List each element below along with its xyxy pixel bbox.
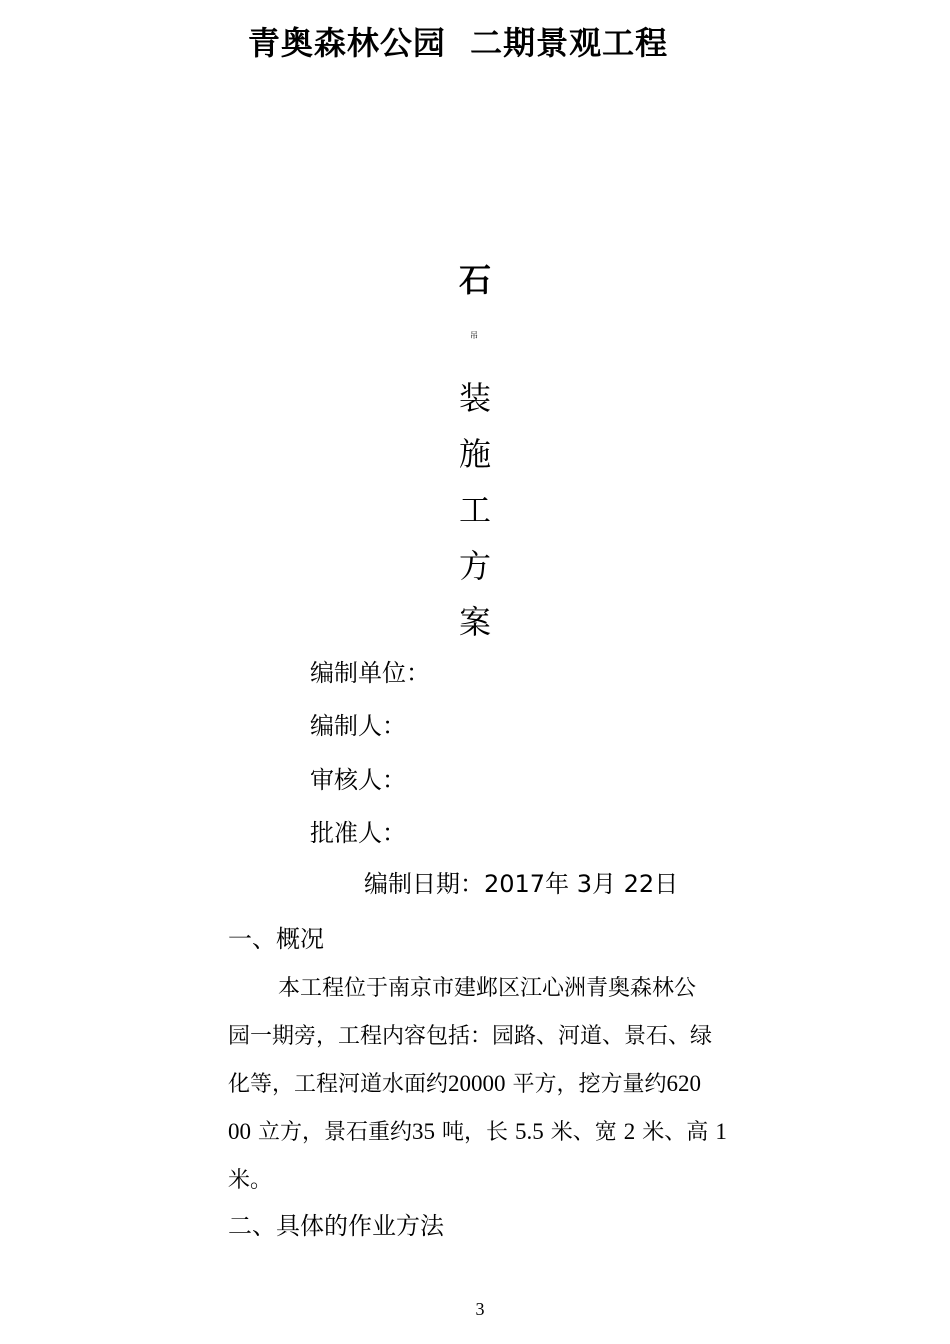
compile-date-month-suffix: 月 <box>592 870 616 898</box>
excavation-value-part1: 620 <box>666 1071 702 1096</box>
cover-title-char-3: 施 <box>458 435 491 473</box>
section-heading-overview: 一、概况 <box>228 925 324 953</box>
overview-line-4 <box>228 1115 727 1146</box>
overview-text: 立方，景石重约 <box>258 1120 413 1145</box>
compile-date-year: 2017 <box>484 870 546 898</box>
compile-date-year-suffix: 年 <box>545 870 570 898</box>
cover-title-char-4: 工 <box>458 491 491 529</box>
overview-line-2: 园一期旁，工程内容包括：园路、河道、景石、绿 <box>228 1024 713 1049</box>
compiler-label: 编制人： <box>310 712 406 740</box>
stone-height-value: 1 <box>715 1119 727 1144</box>
overview-text: 米、宽 <box>550 1120 617 1145</box>
overview-text: 平方，挖方量约 <box>512 1072 667 1097</box>
cover-title-char-1: 石 <box>458 261 491 299</box>
approver-label: 批准人： <box>310 819 406 847</box>
compile-date-label: 编制日期： <box>364 870 484 898</box>
overview-text: 吨，长 <box>442 1120 509 1145</box>
stone-width-value: 2 <box>623 1119 636 1144</box>
overview-text: 米、高 <box>642 1120 709 1145</box>
compile-date-day-suffix: 日 <box>654 870 679 898</box>
stone-length-value: 5.5 <box>515 1119 544 1144</box>
page-header-title: 青奥森林公园 二期景观工程 <box>247 24 669 62</box>
overview-text: 化等，工程河道水面约 <box>228 1072 449 1097</box>
cover-title-char-2: 装 <box>458 379 491 417</box>
section-heading-methods: 二、具体的作业方法 <box>228 1212 444 1240</box>
overview-line-1: 本工程位于南京市建邺区江心洲青奥森林公 <box>278 976 697 1001</box>
overview-line-5: 米。 <box>228 1168 273 1193</box>
compile-date-month: 3 <box>576 870 592 898</box>
reviewer-label: 审核人： <box>310 766 406 794</box>
water-area-value: 20000 <box>448 1071 506 1096</box>
stone-weight-value: 35 <box>412 1119 436 1144</box>
compile-date-day: 22 <box>623 870 655 898</box>
cover-small-mark: 吊 <box>470 331 478 340</box>
page-number: 3 <box>475 1299 485 1319</box>
excavation-value-part2: 00 <box>228 1119 251 1144</box>
compile-date <box>364 864 678 899</box>
compiling-unit-label: 编制单位： <box>310 659 430 687</box>
cover-title-char-5: 方 <box>458 547 491 585</box>
overview-line-3 <box>228 1067 701 1098</box>
cover-title-char-6: 案 <box>458 603 491 641</box>
